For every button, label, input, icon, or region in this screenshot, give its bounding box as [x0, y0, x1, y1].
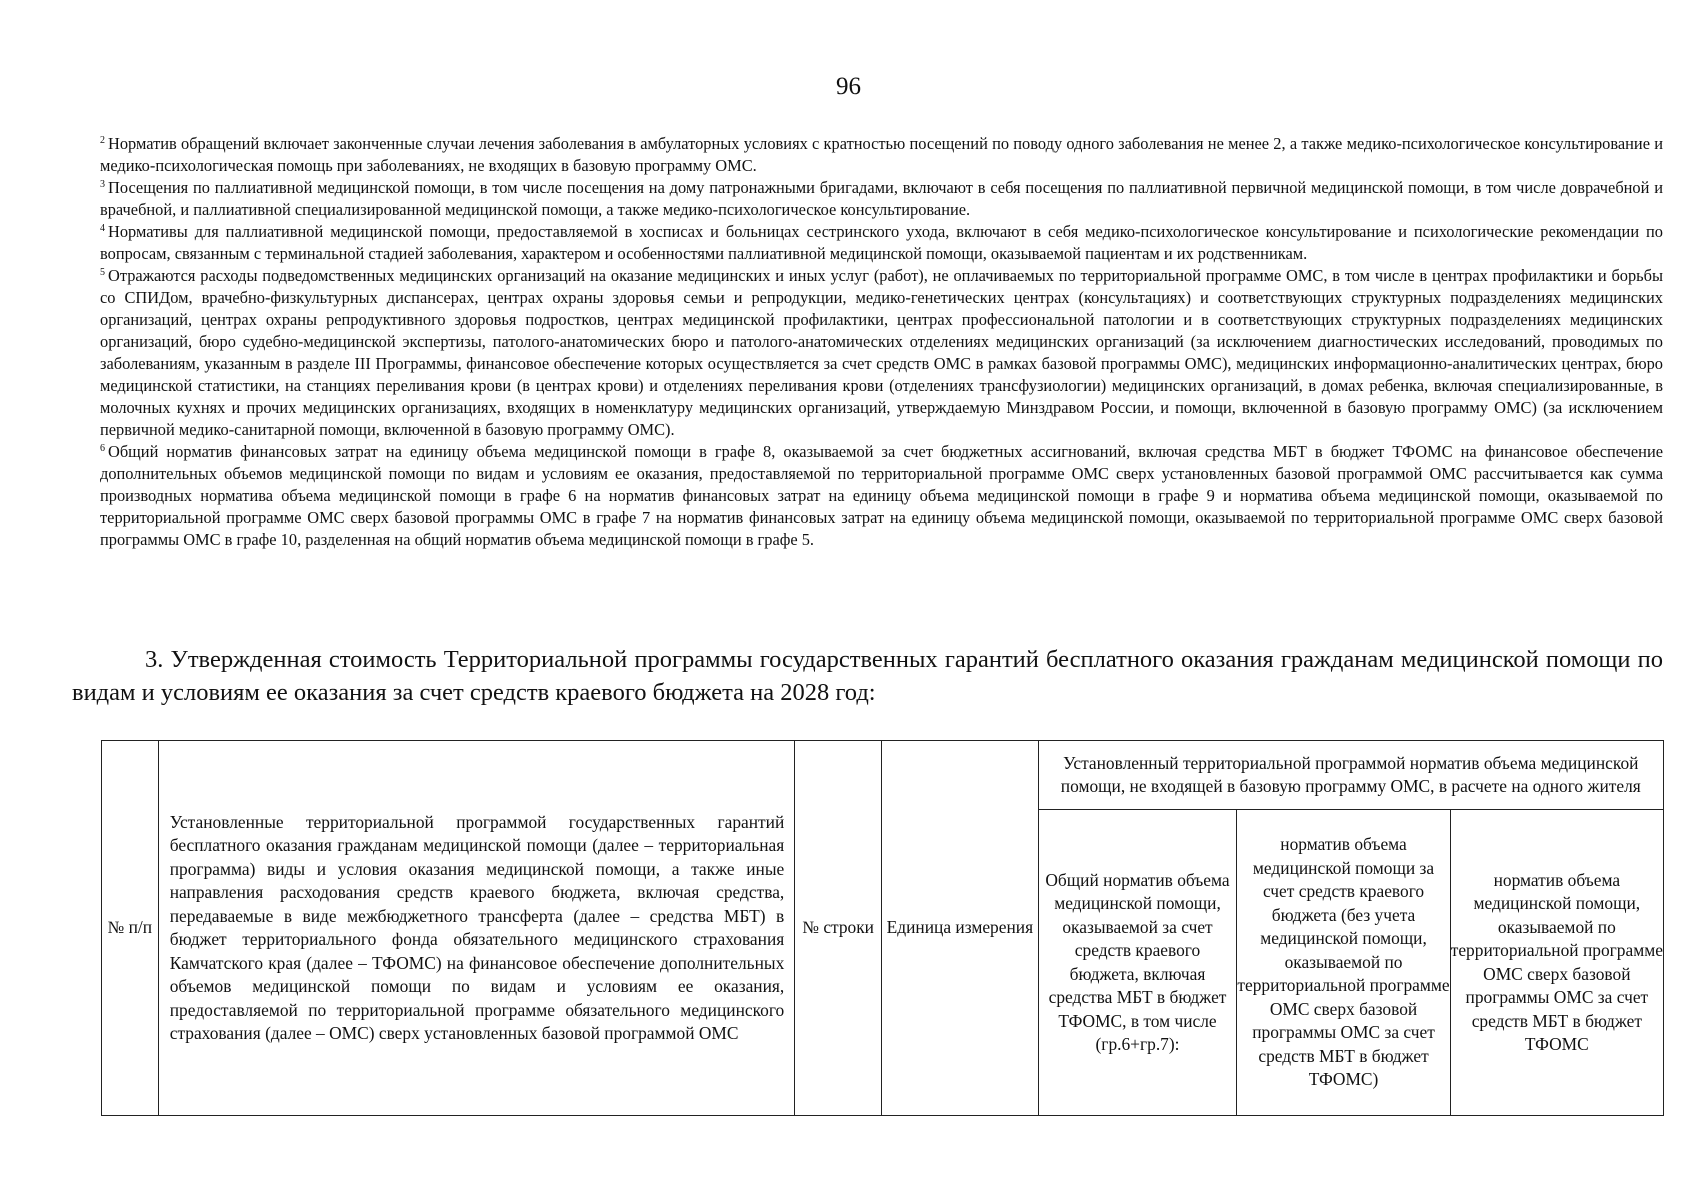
footnote-text: Нормативы для паллиативной медицинской помощи, предоставляемой в хосписах и больницах сестринского ухода, включают в себя медико-психологическое консультирование и психологические рекомендации по вопросам, связанным с терминальной стадией заболевания, характером и особенностями паллиативной медицинской помощи, оказываемой пациентам и их родственникам.	[100, 222, 1663, 263]
header-description: Установленные территориальной программой государственных гарантий бесплатного оказания гражданам медицинской помощи (далее – территориальная программа) виды и условия оказания медицинской помощи, а также иные направления расходования средств краевого бюджета, включая средства, передаваемые в виде межбюджетного трансферта (далее – средства МБТ) в бюджет территориального фонда обязательного медицинского страхования Камчатского края (далее – ТФОМС) на финансовое обеспечение дополнительных объемов медицинской помощи по видам и условиям ее оказания, предоставляемой по территориальной программе обязательного медицинского страхования (далее – ОМС) сверх установленных базовой программой ОМС	[158, 741, 795, 1116]
footnotes	[100, 133, 1663, 551]
table-header-row	[102, 741, 1664, 810]
footnote-text: Посещения по паллиативной медицинской помощи, в том числе посещения на дому патронажными бригадами, включают в себя посещения по паллиативной первичной медицинской помощи, в том числе доврачебной и врачебной, и паллиативной специализированной медицинской помощи, а также медико-психологическое консультирование.	[100, 178, 1663, 219]
header-group: Установленный территориальной программой норматив объема медицинской помощи, не входящей в базовую программу ОМС, в расчете на одного жителя	[1038, 741, 1663, 810]
footnote-2	[100, 133, 1663, 177]
header-num: № п/п	[102, 741, 159, 1116]
footnote-4	[100, 221, 1663, 265]
header-line-number: № строки	[795, 741, 882, 1116]
footnote-text: Общий норматив финансовых затрат на единицу объема медицинской помощи в графе 8, оказываемой за счет бюджетных ассигнований, включая средства МБТ в бюджет ТФОМС на финансовое обеспечение дополнительных объемов медицинской помощи по видам и условиям ее оказания, предоставляемой по территориальной программе ОМС сверх установленных базовой программой ОМС рассчитывается как сумма производных норматива объема медицинской помощи в графе 6 на норматив финансовых затрат на единицу объема медицинской помощи в графе 9 и норматива объема медицинской помощи, оказываемой по территориальной программе ОМС сверх базовой программы ОМС в графе 7 на норматив финансовых затрат на единицу объема медицинской помощи, оказываемой по территориальной программе ОМС сверх базовой программы ОМС в графе 10, разделенная на общий норматив объема медицинской помощи в графе 5.	[100, 442, 1663, 549]
footnote-mark: 3	[100, 179, 105, 190]
footnote-mark: 6	[100, 443, 105, 454]
header-total: Общий норматив объема медицинской помощи, оказываемой за счет средств краевого бюджета, включая средства МБТ в бюджет ТФОМС, в том числе (гр.6+гр.7):	[1038, 810, 1237, 1116]
footnote-5	[100, 265, 1663, 441]
footnote-mark: 5	[100, 267, 105, 278]
header-unit: Единица измерения	[882, 741, 1038, 1116]
footnote-mark: 4	[100, 223, 105, 234]
footnote-text: Отражаются расходы подведомственных медицинских организаций на оказание медицинских и иных услуг (работ), не оплачиваемых по территориальной программе ОМС, в том числе в центрах профилактики и борьбы со СПИДом, врачебно-физкультурных диспансерах, центрах охраны здоровья семьи и репродукции, медико-генетических центрах (консультациях) и соответствующих структурных подразделениях медицинских организаций, центрах охраны репродуктивного здоровья подростков, центрах медицинской профилактики, центрах профессиональной патологии и в соответствующих структурных подразделениях медицинских организаций, бюро судебно-медицинской экспертизы, патолого-анатомических бюро и патолого-анатомических отделениях медицинских организаций (за исключением диагностических исследований, проводимых по заболеваниям, указанным в разделе III Программы, финансовое обеспечение которых осуществляется за счет средств ОМС в рамках базовой программы ОМС), медицинских информационно-аналитических центрах, бюро медицинской статистики, на станциях переливания крови (в центрах крови) и отделениях переливания крови (отделениях трансфузиологии) медицинских организаций, в домах ребенка, включая специализированные, в молочных кухнях и прочих медицинских организациях, входящих в номенклатуру медицинских организаций, утверждаемую Минздравом России, и помощи, включенной в базовую программу ОМС) (за исключением первичной медико-санитарной помощи, включенной в базовую программу ОМС).	[100, 266, 1663, 439]
footnote-mark: 2	[100, 135, 105, 146]
section-heading: 3. Утвержденная стоимость Территориальной программы государственных гарантий бесплатного оказания гражданам медицинской помощи по видам и условиям ее оказания за счет средств краевого бюджета на 2028 год:	[72, 646, 1663, 706]
header-regional: норматив объема медицинской помощи за счет средств краевого бюджета (без учета медицинской помощи, оказываемой по территориальной программе ОМС сверх базовой программы ОМС за счет средств МБТ в бюджет ТФОМС)	[1237, 810, 1450, 1116]
footnote-6	[100, 441, 1663, 551]
header-mbt: норматив объема медицинской помощи, оказываемой по территориальной программе ОМС сверх базовой программы ОМС за счет средств МБТ в бюджет ТФОМС	[1450, 810, 1663, 1116]
footnote-3	[100, 177, 1663, 221]
page-number: 96	[836, 73, 861, 100]
footnote-text: Норматив обращений включает законченные случаи лечения заболевания в амбулаторных условиях с кратностью посещений по поводу одного заболевания не менее 2, а также медико-психологическое консультирование и медико-психологическая помощь при заболеваниях, не входящих в базовую программу ОМС.	[100, 134, 1663, 175]
standards-table	[101, 740, 1664, 1116]
